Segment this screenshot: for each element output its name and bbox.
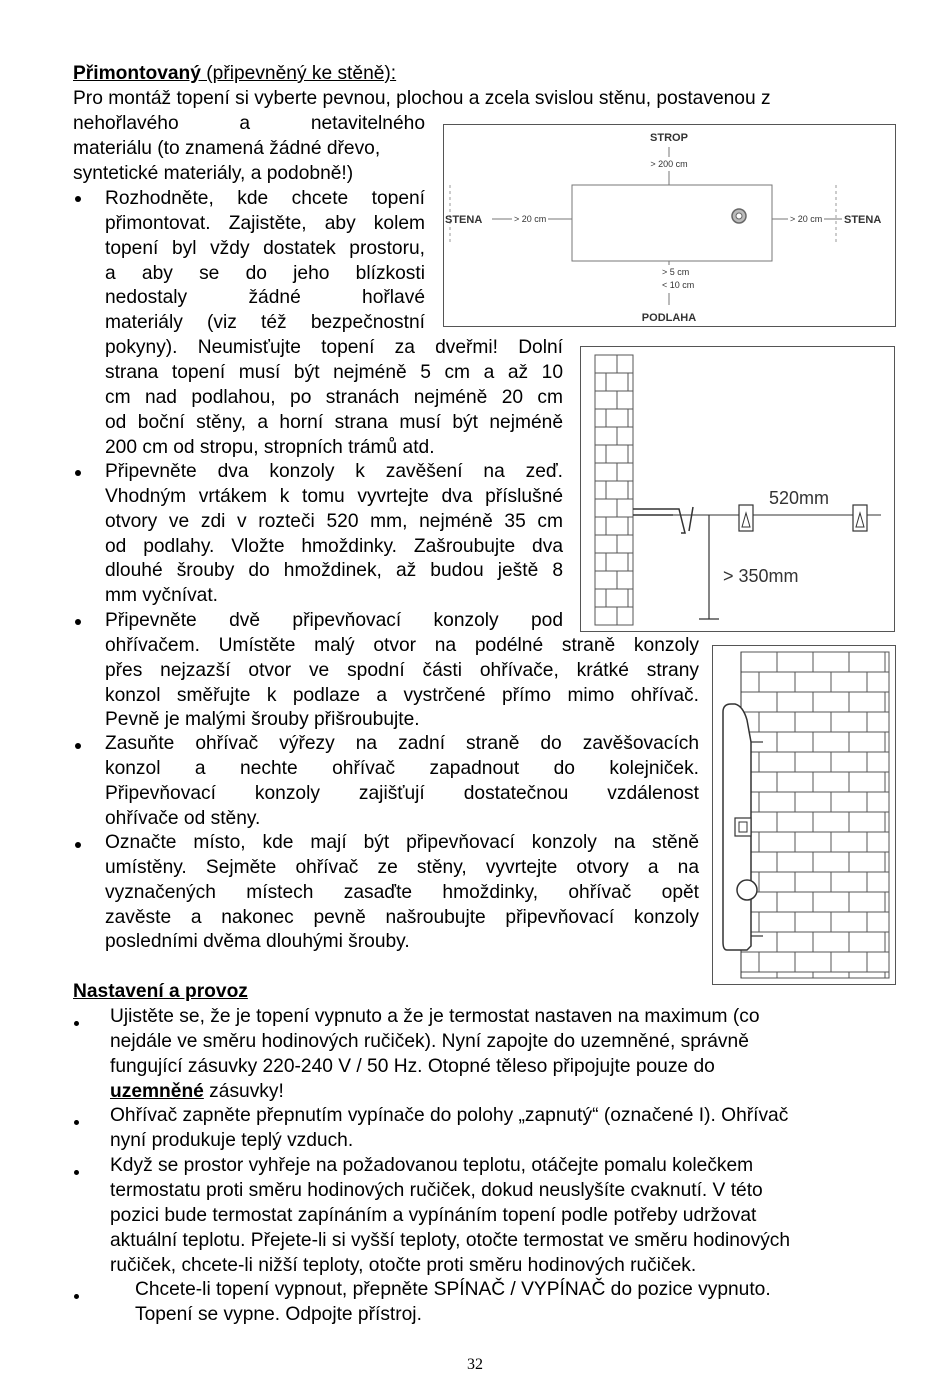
bullet-dot [75,470,81,476]
setting-line: ručiček, chcete-li nižší teploty, otočte proti směru hodinových ručiček. [110,1255,697,1276]
clearance-diagram [443,124,896,327]
paragraph-line: a aby se do jeho blízkosti [105,262,425,284]
setting-line: nyní produkuje teplý vzduch. [110,1130,354,1151]
setting-line: Chcete-li topení vypnout, přepněte SPÍNAČ / VYPÍNAČ do pozice vypnuto. [135,1279,771,1300]
paragraph-line: nedostaly žádné hořlavé [105,287,425,309]
paragraph-line: umístěny. Sejměte ohřívač ze stěny, vyvrtejte otvory a na [105,856,699,878]
height-label: > 350mm [723,566,799,586]
paragraph-line: přimontovat. Zajistěte, aby kolem [105,212,425,234]
paragraph-line: konzol a nechte ohřívač zapadnout do kolejniček. [105,757,699,779]
bullet-dot [74,1120,79,1125]
paragraph-line: Pevně je malými šrouby přišroubujte. [105,709,420,731]
brick-wall [741,652,889,978]
bullet-dot [74,1170,79,1175]
setting-line: termostatu proti směru hodinových ručiček, dokud neuslyšíte cvaknutí. V této [110,1180,763,1201]
paragraph-line: strana topení musí být nejméně 5 cm a až 10 [105,361,563,383]
bracket-spacing-diagram [580,346,895,632]
bullet-dot [75,842,81,848]
paragraph-line: Připevňovací konzoly zajišťují dostatečnou vzdálenost [105,782,699,804]
floor-label: PODLAHA [641,312,697,324]
paragraph-line: Rozhodněte, kde chcete topení [105,188,425,209]
paragraph-line: Zasuňte ohřívač výřezy na zadní straně do zavěšovacích [105,733,699,754]
paragraph-line: cm nad podlahou, po stranách nejméně 20 cm [105,386,563,408]
bullet-dot [75,196,81,202]
paragraph-line: topení byl vždy dostatek prostoru, [105,237,425,259]
setting-line: pozici bude termostat zapínáním a vypínáním topení podle potřeby udržovat [110,1205,757,1226]
paragraph-line: přes nejzazší otvor ve spodní části ohřívače, krátké strany [105,659,699,681]
paragraph-line: 200 cm od stropu, stropních trámů atd. [105,436,435,458]
intro-line [73,112,425,137]
setting-line: Ujistěte se, že je topení vypnuto a že je termostat nastaven na maximum (co [110,1006,760,1027]
page-number: 32 [467,1356,483,1373]
setting-line: Topení se vypne. Odpojte přístroj. [135,1304,422,1325]
paragraph-line: materiály (viz též bezpečnostní [105,312,425,334]
wall-left-label: STENA [445,214,483,226]
bullet-dot [74,1294,79,1299]
paragraph-line: zavěste a nakonec pevně našroubujte připevňovací konzoly [105,906,699,928]
paragraph-line: mm vyčnívat. [105,585,219,607]
intro-text: nehořlavého a netavitelného [73,113,425,134]
paragraph-line: od podlahy. Vložte hmoždinky. Zašroubujte dva [105,535,563,557]
bullet-dot [74,1021,79,1026]
paragraph-line: Připevněte dva konzoly k zavěšení na zeď. [105,461,563,482]
paragraph-line: od boční stěny, a horní strana musí být nejméně [105,411,563,433]
intro-line: Pro montáž topení si vyberte pevnou, plochou a zcela svislou stěnu, postavenou z [73,88,771,109]
side-distance-right: > 20 cm [790,214,823,224]
setting-line [110,1080,284,1105]
intro-line: materiálu (to znamená žádné dřevo, [73,138,381,159]
setting-line: nejdále ve směru hodinových ručiček). Nyní zapojte do uzemněné, správně [110,1031,749,1052]
paragraph-line: Vhodným vrtákem k tomu vyvrtejte dva příslušné [105,485,563,507]
bracket-spacing-svg [581,347,894,631]
clearance-diagram-svg [444,125,895,326]
side-distance-left: > 20 cm [514,214,547,224]
setting-line: aktuální teplotu. Přejete-li si vyšší teploty, otočte termostat ve směru hodinových [110,1230,791,1251]
paragraph-line: Označte místo, kde mají být připevňovací konzoly na stěně [105,832,699,853]
ceiling-label: STROP [650,132,688,144]
paragraph-line: konzol směřujte k podlaze a vystrčené přímo mimo ohřívač. [105,684,699,706]
spacing-label: 520mm [769,488,830,508]
setting-line: Když se prostor vyhřeje na požadovanou teplotu, otáčejte pomalu kolečkem [110,1155,754,1176]
paragraph-line: vyznačených místech zasaďte hmoždinky, ohřívač opět [105,881,699,903]
hook-icon [673,509,685,533]
bullet-dot [75,743,81,749]
brick-wall [595,355,633,625]
paragraph-line: posledními dvěma dlouhými šrouby. [105,931,410,953]
mounted-heater-diagram [712,645,896,985]
intro-line: syntetické materiály, a podobně!) [73,163,354,184]
paragraph-line: ohřívače od stěny. [105,807,261,829]
thermostat-knob-icon [737,880,757,900]
paragraph-line: Připevněte dvě připevňovací konzoly pod [105,610,563,631]
paragraph-line: otvory ve zdi v rozteči 520 mm, nejméně 35 cm [105,510,563,532]
section-title: Nastavení a provoz [73,981,248,1002]
mounted-heater-svg [713,646,895,984]
ceiling-distance: > 200 cm [650,159,688,169]
setting-line: Ohřívač zapněte přepnutím vypínače do polohy „zapnutý“ (označené I). Ohřívač [110,1105,789,1126]
section-heading [73,62,396,87]
setting-line: fungující zásuvky 220-240 V / 50 Hz. Otopné těleso připojujte pouze do [110,1056,715,1077]
paragraph-line: pokyny). Neumisťujte topení za dveřmi! Dolní [105,337,563,359]
section-title: Přimontovaný [73,63,201,84]
floor-max-distance: < 10 cm [662,280,695,290]
section-subtitle: (připevněný ke stěně): [200,63,397,84]
paragraph-line: dlouhé šrouby do hmoždinek, až budou ještě 8 [105,560,563,582]
bullet-dot [75,619,81,625]
setting-line-tail: zásuvky! [203,1081,284,1102]
floor-min-distance: > 5 cm [662,267,690,277]
wall-right-label: STENA [844,214,882,226]
paragraph-line: ohřívačem. Umístěte malý otvor na podélné straně konzoly [105,634,699,656]
emphasis-grounded: uzemněné [110,1081,204,1102]
